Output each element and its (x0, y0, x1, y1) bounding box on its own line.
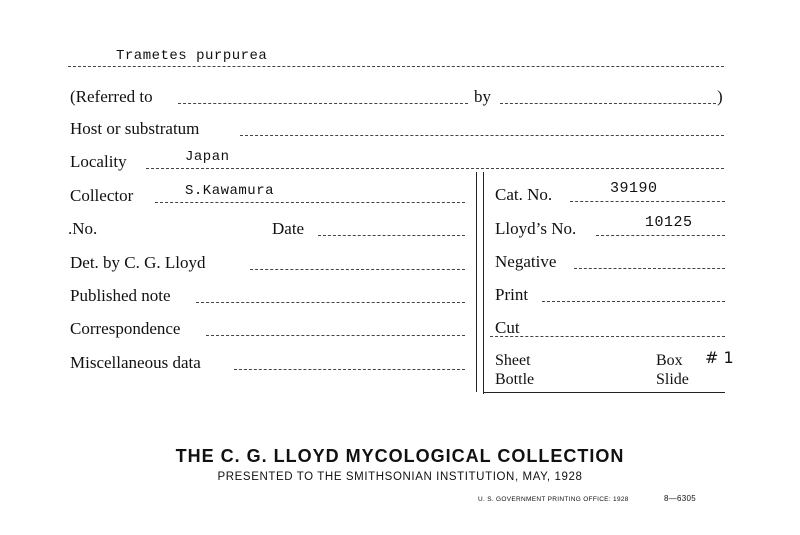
presented-note: PRESENTED TO THE SMITHSONIAN INSTITUTION, MAY, 1928 (217, 471, 583, 483)
correspondence-line (206, 335, 465, 336)
locality-value: Japan (185, 149, 230, 165)
referred-to-line (178, 103, 468, 104)
close-paren: ) (717, 87, 723, 106)
host-label: Host or substratum (70, 119, 200, 138)
collector-value: S.Kawamura (185, 183, 275, 199)
collector-line (155, 202, 465, 203)
published-note-label: Published note (70, 286, 171, 305)
no-label: .No. (68, 219, 98, 238)
date-line (318, 235, 465, 236)
box-bottom-border (483, 392, 725, 393)
locality-label: Locality (70, 152, 127, 171)
slide-label: Slide (656, 371, 689, 388)
cat-no-line (570, 201, 725, 202)
sheet-label: Sheet (495, 352, 531, 369)
det-by-label: Det. by C. G. Lloyd (70, 253, 206, 272)
cat-no-label: Cat. No. (495, 185, 553, 204)
box-value: # 1 (705, 348, 734, 367)
lloyd-no-value: 10125 (645, 214, 693, 231)
cut-label: Cut (495, 318, 520, 337)
form-number: 8—6305 (664, 494, 697, 503)
date-label: Date (272, 219, 305, 238)
correspondence-label: Correspondence (70, 319, 181, 338)
locality-line (146, 168, 724, 169)
collector-label: Collector (70, 186, 134, 205)
collection-title: THE C. G. LLOYD MYCOLOGICAL COLLECTION (175, 446, 625, 466)
published-note-line (196, 302, 465, 303)
referred-to-label: (Referred to (70, 87, 153, 106)
box-left-border (476, 172, 477, 392)
negative-label: Negative (495, 252, 557, 271)
host-line (240, 135, 724, 136)
species-line (68, 66, 724, 67)
lloyd-no-label: Lloyd’s No. (495, 219, 577, 238)
cat-no-value: 39190 (610, 180, 658, 197)
bottle-label: Bottle (495, 371, 535, 388)
print-label: Print (495, 285, 529, 304)
negative-line (574, 268, 725, 269)
printer-imprint: U. S. GOVERNMENT PRINTING OFFICE: 1928 (478, 496, 629, 503)
box-label: Box (656, 352, 683, 369)
cut-line (490, 336, 725, 337)
misc-data-label: Miscellaneous data (70, 353, 201, 372)
print-line (542, 301, 725, 302)
by-line (500, 103, 716, 104)
box-inner-border (483, 172, 484, 394)
species-name: Trametes purpurea (116, 48, 268, 64)
det-by-line (250, 269, 465, 270)
lloyd-no-line (596, 235, 725, 236)
misc-data-line (234, 369, 465, 370)
by-label: by (474, 87, 491, 106)
